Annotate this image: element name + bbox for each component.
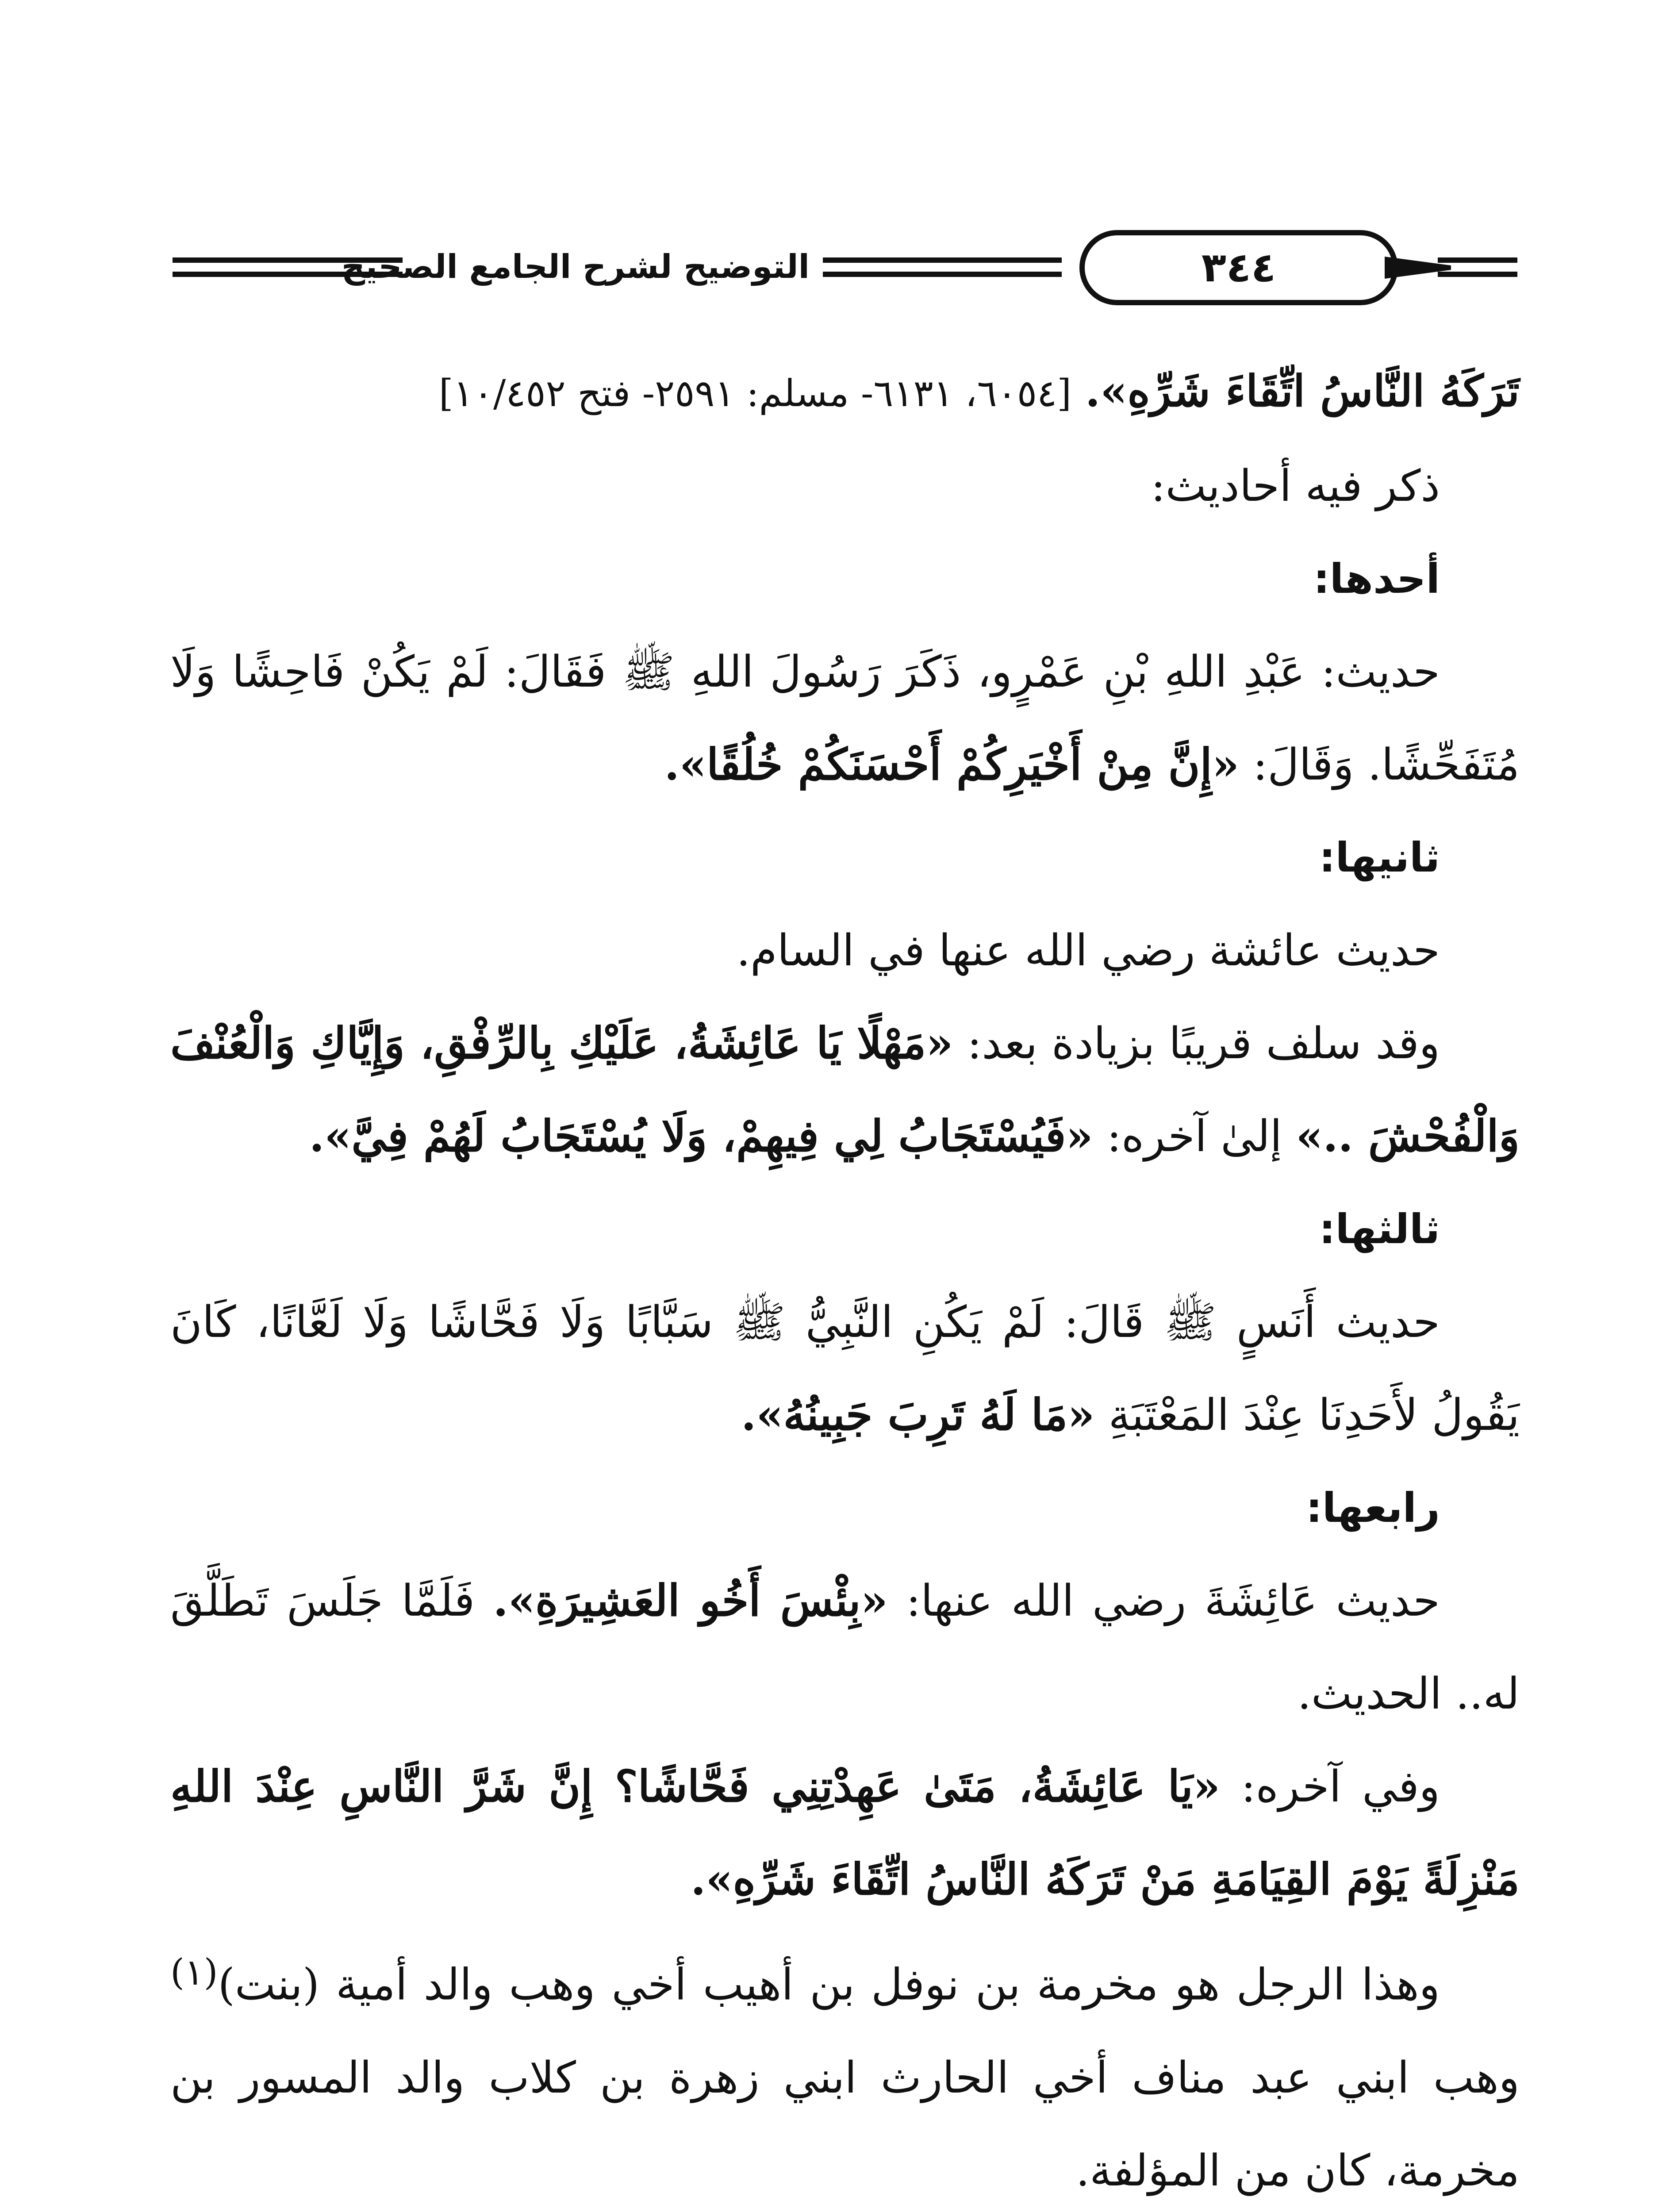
section-heading: ثانيها:: [1319, 834, 1440, 881]
section-heading: ثالثها:: [1319, 1206, 1440, 1253]
paragraph-text: فَلَمَّا جَلَسَ تَطَلَّقَ له.. الحديث.: [170, 1576, 1520, 1719]
paragraph: حديث عائشة رضي الله عنها في السام.: [736, 926, 1440, 976]
running-title: التوضيح لشرح الجامع الصحيح: [341, 248, 810, 286]
header-rule-middle: [823, 257, 1062, 277]
paragraph: [170, 626, 1520, 811]
paragraph: [170, 1740, 1520, 1926]
hadith-quote: «يَا عَائِشَةُ، مَتَىٰ عَهِدْتِنِي فَحَّاشًا؟ إِنَّ شَرَّ النَّاسِ عِنْدَ اللهِ مَنْزِلَةً يَوْمَ القِيَامَةِ مَنْ تَرَكَهُ النَّاسُ اتِّقَاءَ شَرِّهِ».: [170, 1761, 1520, 1905]
reference: [٦٠٥٤، ٦١٣١- مسلم: ٢٥٩١- فتح ١٠/٤٥٢]: [438, 372, 1071, 415]
paragraph-text: وفي آخره:: [1241, 1762, 1440, 1812]
hadith-quote: تَرَكَهُ النَّاسُ اتِّقَاءَ شَرِّهِ».: [1085, 366, 1520, 417]
paragraph-text: وهب ابني عبد مناف أخي الحارث ابني زهرة بن كلاب والد المسور بن مخرمة، كان من المؤلفة.: [170, 2052, 1520, 2196]
paragraph: [170, 1276, 1520, 1462]
paragraph: [170, 345, 1520, 440]
section-heading: رابعها:: [1305, 1484, 1440, 1532]
paragraph-text: حديث أَنَسٍ ﷺ قَالَ: لَمْ يَكُنِ النَّبِيُّ ﷺ سَبَّابًا وَلَا فَحَّاشًا وَلَا لَعَّانًا، كَانَ يَقُولُ لأَحَدِنَا عِنْدَ المَعْتَبَةِ: [170, 1297, 1520, 1440]
paragraph: [170, 1555, 1520, 1740]
hadith-quote: «مَهْلًا يَا عَائِشَةُ، عَلَيْكِ بِالرِّفْقِ، وَإِيَّاكِ وَالْعُنْفَ وَالْفُحْشَ ..»: [170, 1018, 1520, 1162]
paragraph-text: حديث: عَبْدِ اللهِ بْنِ عَمْرٍو، ذَكَرَ رَسُولَ اللهِ ﷺ فَقَالَ: لَمْ يَكُنْ فَاحِشًا وَلَا مُتَفَحِّشًا. وَقَالَ:: [170, 647, 1520, 790]
paragraph-text: وقد سلف قريبًا بزيادة بعد:: [967, 1018, 1440, 1069]
paragraph-text: وهذا الرجل هو مخرمة بن نوفل بن أهيب أخي وهب والد أمية (بنت): [218, 1959, 1440, 2010]
main-text: [170, 345, 1520, 2212]
paragraph: ذكر فيه أحاديث:: [1151, 461, 1440, 511]
hadith-quote: «إِنَّ مِنْ أَخْيَرِكُمْ أَحْسَنَكُمْ خُلُقًا».: [664, 739, 1240, 790]
header-rule-right: [1438, 257, 1517, 277]
section-heading: أحدها:: [1313, 555, 1440, 603]
running-header: [173, 230, 1517, 310]
paragraph-text: إلىٰ آخره:: [1106, 1111, 1282, 1162]
page-number: ٣٤٤: [1079, 230, 1398, 305]
hadith-quote: «مَا لَهُ تَرِبَ جَبِينُهُ».: [741, 1390, 1095, 1440]
footnote-marker: (١): [170, 1951, 218, 1993]
paragraph: [170, 1926, 1520, 2212]
hadith-quote: «فَيُسْتَجَابُ لِي فِيهِمْ، وَلَا يُسْتَجَابُ لَهُمْ فِيَّ».: [309, 1111, 1093, 1162]
paragraph-text: حديث عَائِشَةَ رضي الله عنها:: [906, 1576, 1440, 1626]
hadith-quote: «بِئْسَ أَخُو العَشِيرَةِ».: [493, 1575, 888, 1626]
paragraph: [170, 997, 1520, 1183]
